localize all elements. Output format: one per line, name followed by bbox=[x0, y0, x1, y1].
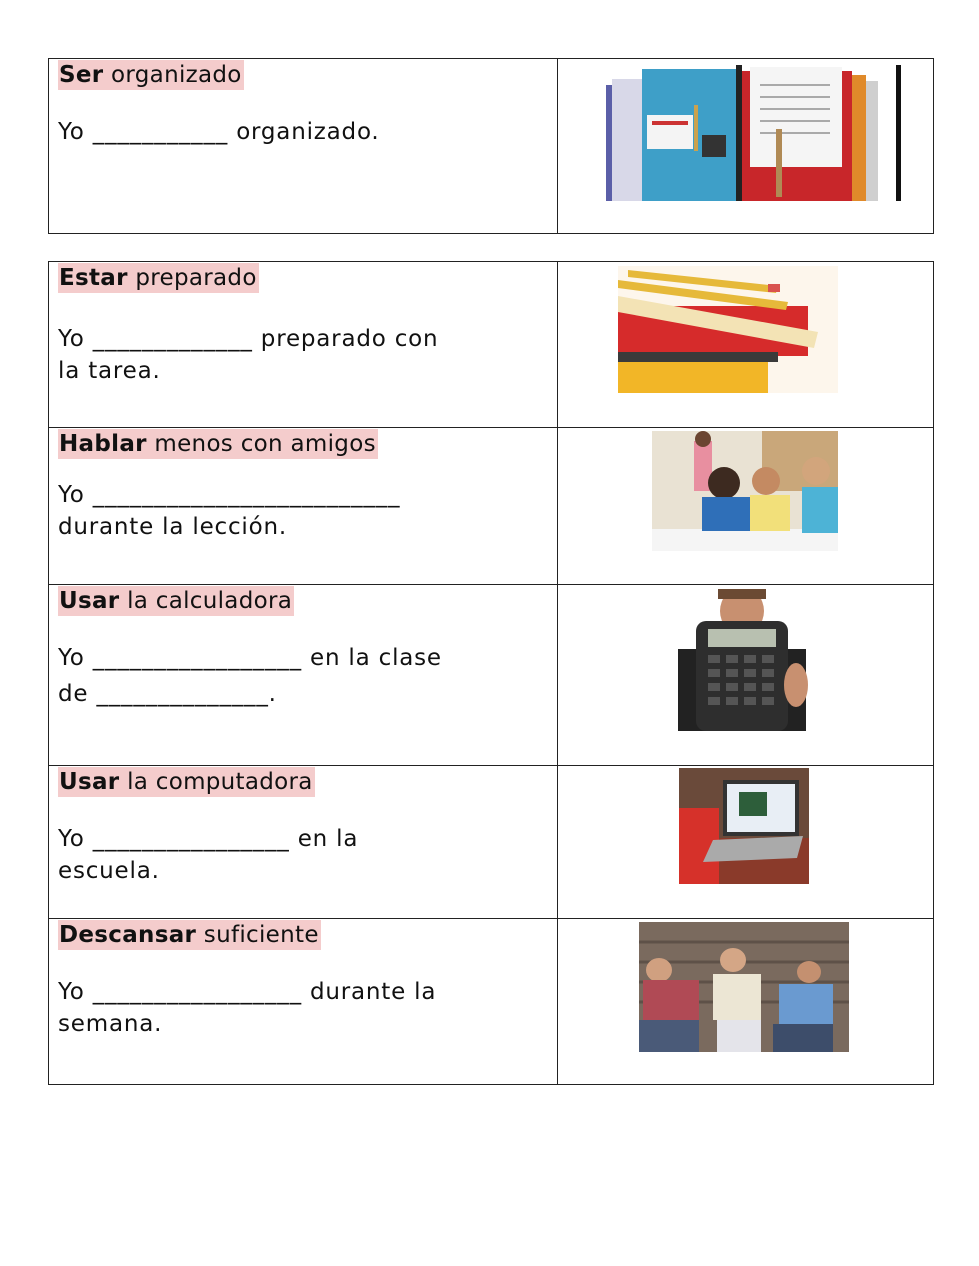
verb: Usar bbox=[59, 588, 120, 614]
fill-in-sentence: Yo _________________________ durante la lección. bbox=[58, 482, 401, 540]
table-row bbox=[49, 428, 934, 585]
prompt-cell bbox=[49, 919, 558, 1085]
prompt-heading bbox=[58, 429, 378, 459]
phrase: suficiente bbox=[203, 922, 319, 948]
prompt-cell bbox=[49, 59, 558, 234]
image-cell bbox=[558, 428, 934, 585]
fill-in-sentence: Yo _________________ durante la semana. bbox=[58, 979, 437, 1037]
school-supplies-image bbox=[618, 266, 838, 393]
image-cell bbox=[558, 585, 934, 766]
verb: Descansar bbox=[59, 922, 197, 948]
fill-in-sentence: Yo ________________ en la escuela. bbox=[58, 826, 359, 884]
verb: Estar bbox=[59, 265, 128, 291]
phrase: organizado bbox=[111, 62, 242, 88]
prompt-heading bbox=[58, 60, 244, 90]
image-cell bbox=[558, 766, 934, 919]
laptop-image bbox=[679, 768, 809, 884]
table-row bbox=[49, 262, 934, 428]
table-row bbox=[49, 919, 934, 1085]
table-row bbox=[49, 766, 934, 919]
verb: Usar bbox=[59, 769, 120, 795]
image-cell bbox=[558, 59, 934, 234]
prompt-heading bbox=[58, 767, 315, 797]
phrase: la computadora bbox=[127, 769, 313, 795]
folder-image bbox=[602, 65, 902, 201]
image-cell bbox=[558, 919, 934, 1085]
fill-in-sentence: Yo _____________ preparado con la tarea. bbox=[58, 326, 439, 384]
fill-in-sentence: Yo ___________ organizado. bbox=[58, 119, 380, 145]
verb: Ser bbox=[59, 62, 104, 88]
prompt-cell bbox=[49, 585, 558, 766]
prompt-heading bbox=[58, 263, 259, 293]
prompt-cell bbox=[49, 428, 558, 585]
table-row bbox=[49, 59, 934, 234]
phrase: menos con amigos bbox=[154, 431, 376, 457]
prompt-cell bbox=[49, 766, 558, 919]
worksheet-table-1 bbox=[48, 58, 934, 234]
prompt-heading bbox=[58, 920, 321, 950]
verb: Hablar bbox=[59, 431, 147, 457]
phrase: la calculadora bbox=[127, 588, 293, 614]
prompt-heading bbox=[58, 586, 294, 616]
worksheet-table-2 bbox=[48, 261, 934, 1085]
students-talking-image bbox=[652, 431, 838, 551]
prompt-cell bbox=[49, 262, 558, 428]
people-resting-image bbox=[639, 922, 849, 1052]
image-cell bbox=[558, 262, 934, 428]
table-row bbox=[49, 585, 934, 766]
fill-in-sentence: Yo _________________ en la clase de ______________. bbox=[58, 645, 442, 707]
phrase: preparado bbox=[135, 265, 257, 291]
calculator-image bbox=[672, 589, 812, 731]
